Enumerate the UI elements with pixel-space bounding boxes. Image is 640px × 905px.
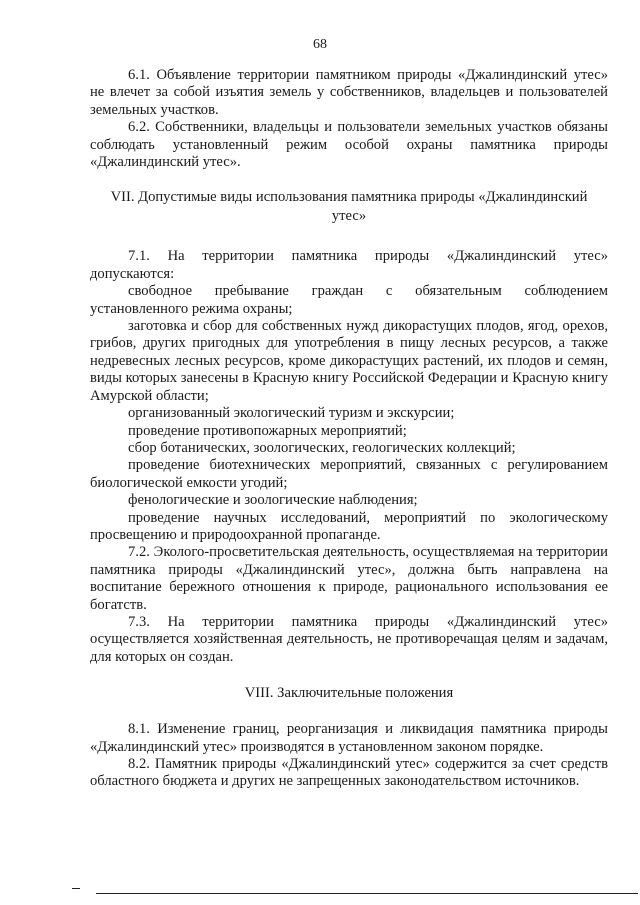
- list-item: сбор ботанических, зоологических, геологических коллекций;: [128, 439, 516, 456]
- spacer: [90, 171, 608, 188]
- paragraph-6-1: 6.1. Объявление территории памятником природы «Джалиндинский утес» не влечет за собой изъятия земель у собственников, владельцев и пользователей земельных участков.: [90, 67, 608, 118]
- footer-mark: [72, 888, 80, 889]
- paragraph-7-1: 7.1. На территории памятника природы «Джалиндинский утес» допускаются:: [90, 248, 608, 282]
- paragraph-6-2: 6.2. Собственники, владельцы и пользователи земельных участков обязаны соблюдать установленный режим особой охраны памятника природы «Джалиндинский утес».: [90, 119, 608, 171]
- spacer: [90, 666, 608, 684]
- list-item: проведение научных исследований, мероприятий по экологическому просвещению и природоохранной пропаганде.: [90, 509, 608, 543]
- paragraph-7-3: 7.3. На территории памятника природы «Джалиндинский утес» осуществляется хозяйственная деятельность, не противоречащая целям и задачам, для которых он создан.: [90, 613, 608, 665]
- paragraph-8-2: 8.2. Памятник природы «Джалиндинский утес» содержится за счет средств областного бюджета и других не запрещенных законодательством источников.: [90, 756, 608, 790]
- paragraph-8-1: 8.1. Изменение границ, реорганизация и ликвидация памятника природы «Джалиндинский утес» производятся в установленном законом порядке.: [90, 721, 608, 755]
- section-7-heading: VII. Допустимые виды использования памятника природы «Джалиндинский утес»: [110, 189, 588, 225]
- list-item: проведение биотехнических мероприятий, связанных с регулированием биологической емкости угодий;: [90, 457, 608, 491]
- list-item: заготовка и сбор для собственных нужд дикорастущих плодов, ягод, орехов, грибов, других пригодных для употребления в пищу лесных ресурсов, а также недревесных лесных ресурсов, кроме дикорастущих растений, их плодов и семян, виды которых занесены в Красную книгу Российской Федерации и Красную книгу Амурской области;: [90, 318, 608, 404]
- list-item: проведение противопожарных мероприятий;: [128, 422, 407, 439]
- list-item: организованный экологический туризм и экскурсии;: [128, 405, 455, 422]
- section-8-heading: VIII. Заключительные положения: [244, 685, 454, 702]
- paragraph-7-2: 7.2. Эколого-просветительская деятельность, осуществляемая на территории памятника природы «Джалиндинский утес», должна быть направлена на воспитание бережного отношения к природе, рационального использования ее богатств.: [90, 544, 608, 613]
- spacer: [90, 226, 608, 248]
- document-body: [90, 67, 608, 791]
- list-item: фенологические и зоологические наблюдения;: [128, 492, 418, 509]
- list-item: свободное пребывание граждан с обязательным соблюдением установленного режима охраны;: [90, 283, 608, 317]
- page-number: 68: [313, 37, 327, 52]
- footer-rule: [96, 893, 638, 894]
- spacer: [90, 703, 608, 721]
